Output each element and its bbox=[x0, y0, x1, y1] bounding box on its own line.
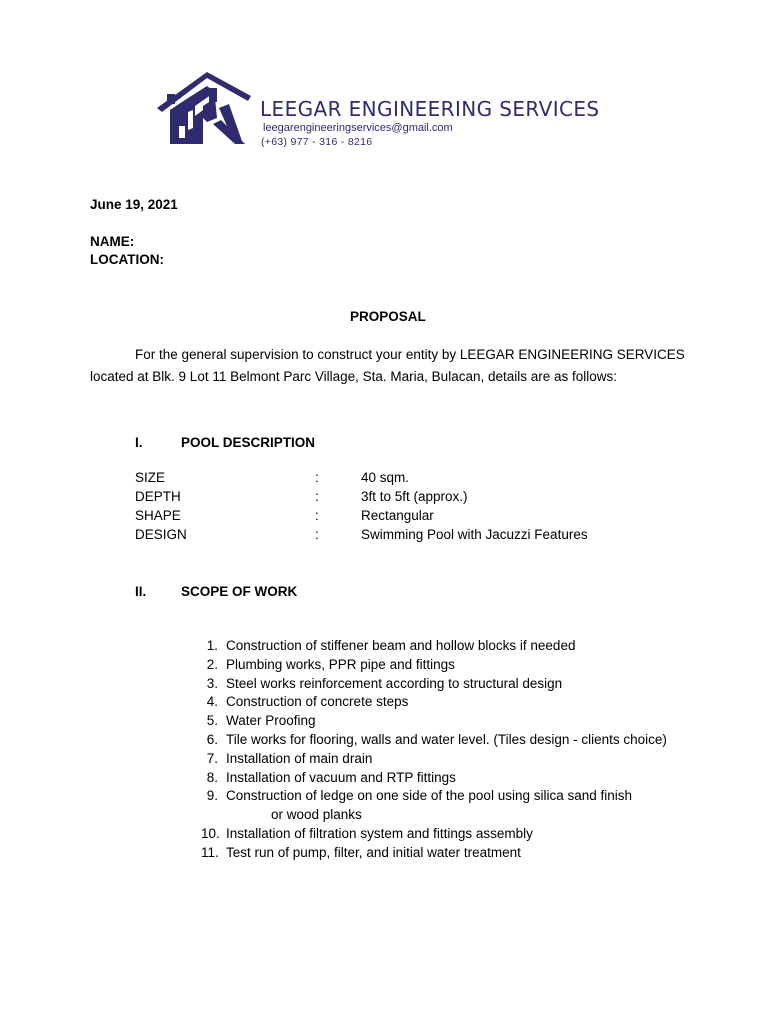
list-text-wrapper bbox=[226, 787, 632, 825]
list-item bbox=[201, 693, 701, 712]
list-text: Installation of filtration system and fittings assembly bbox=[226, 825, 533, 841]
list-number: 4. bbox=[206, 694, 218, 710]
scope-of-work-list bbox=[201, 637, 701, 863]
document-title: PROPOSAL bbox=[350, 309, 426, 324]
list-text: Test run of pump, filter, and initial water treatment bbox=[226, 844, 521, 860]
list-text: Construction of concrete steps bbox=[226, 694, 409, 710]
list-text: Tile works for flooring, walls and water level. (Tiles design - clients choice) bbox=[226, 731, 667, 747]
spec-colon: : bbox=[315, 508, 319, 523]
list-item bbox=[201, 769, 701, 788]
section-2-number: II. bbox=[135, 584, 147, 599]
list-text: Plumbing works, PPR pipe and fittings bbox=[226, 656, 455, 672]
company-phone: (+63) 977 - 316 - 8216 bbox=[261, 136, 373, 148]
list-item bbox=[201, 731, 701, 750]
spec-row-depth bbox=[135, 489, 675, 508]
list-number: 1. bbox=[206, 638, 218, 653]
list-item bbox=[201, 787, 701, 825]
list-item bbox=[201, 675, 701, 694]
spec-colon: : bbox=[315, 489, 319, 504]
letterhead bbox=[155, 68, 615, 148]
list-item bbox=[201, 825, 701, 844]
location-label: LOCATION: bbox=[90, 252, 164, 267]
section-1-number: I. bbox=[135, 435, 143, 450]
list-item bbox=[201, 656, 701, 675]
list-number: 10. bbox=[201, 825, 220, 841]
list-number: 11. bbox=[201, 844, 219, 860]
list-number: 9. bbox=[206, 788, 218, 804]
list-number: 8. bbox=[206, 769, 218, 785]
spec-value: 40 sqm. bbox=[361, 470, 410, 485]
spec-row-design bbox=[135, 527, 675, 546]
intro-line-2: located at Blk. 9 Lot 11 Belmont Parc Village, Sta. Maria, Bulacan, details are as follows: bbox=[90, 369, 618, 384]
company-email: leegarengineeringservices@gmail.com bbox=[263, 122, 453, 134]
house-logo-icon bbox=[155, 68, 253, 148]
spec-label: SIZE bbox=[135, 470, 166, 485]
letter-date: June 19, 2021 bbox=[90, 197, 178, 212]
list-text: Water Proofing bbox=[226, 713, 316, 729]
list-item bbox=[201, 844, 701, 863]
list-item bbox=[201, 750, 701, 769]
list-number: 6. bbox=[206, 731, 218, 747]
spec-colon: : bbox=[315, 470, 319, 485]
spec-label: DEPTH bbox=[135, 489, 181, 504]
spec-row-size bbox=[135, 470, 675, 489]
spec-value: 3ft to 5ft (approx.) bbox=[361, 489, 468, 504]
section-1-title: POOL DESCRIPTION bbox=[181, 435, 316, 450]
list-number: 5. bbox=[206, 713, 218, 729]
list-text: Installation of vacuum and RTP fittings bbox=[226, 769, 456, 785]
intro-paragraph bbox=[90, 344, 690, 388]
list-number: 3. bbox=[206, 675, 218, 691]
name-label: NAME: bbox=[90, 234, 135, 249]
spec-value: Rectangular bbox=[361, 508, 434, 523]
list-text-continuation: or wood planks bbox=[271, 807, 362, 823]
company-name: LEEGAR ENGINEERING SERVICES bbox=[260, 97, 600, 121]
list-item bbox=[201, 637, 701, 656]
list-text: Construction of stiffener beam and hollow blocks if needed bbox=[226, 638, 576, 653]
spec-label: DESIGN bbox=[135, 527, 187, 542]
spec-colon: : bbox=[315, 527, 319, 542]
list-text: Installation of main drain bbox=[226, 750, 373, 766]
section-2-title: SCOPE OF WORK bbox=[181, 584, 298, 599]
intro-line-1: For the general supervision to construct your entity by LEEGAR ENGINEERING SERVICES bbox=[135, 347, 685, 362]
list-text: Construction of ledge on one side of the pool using silica sand finish bbox=[226, 788, 633, 804]
spec-label: SHAPE bbox=[135, 508, 181, 523]
list-text: Steel works reinforcement according to structural design bbox=[226, 675, 563, 691]
list-number: 2. bbox=[206, 656, 218, 672]
spec-value: Swimming Pool with Jacuzzi Features bbox=[361, 527, 588, 542]
list-item bbox=[201, 712, 701, 731]
spec-row-shape bbox=[135, 508, 675, 527]
list-number: 7. bbox=[206, 750, 218, 766]
